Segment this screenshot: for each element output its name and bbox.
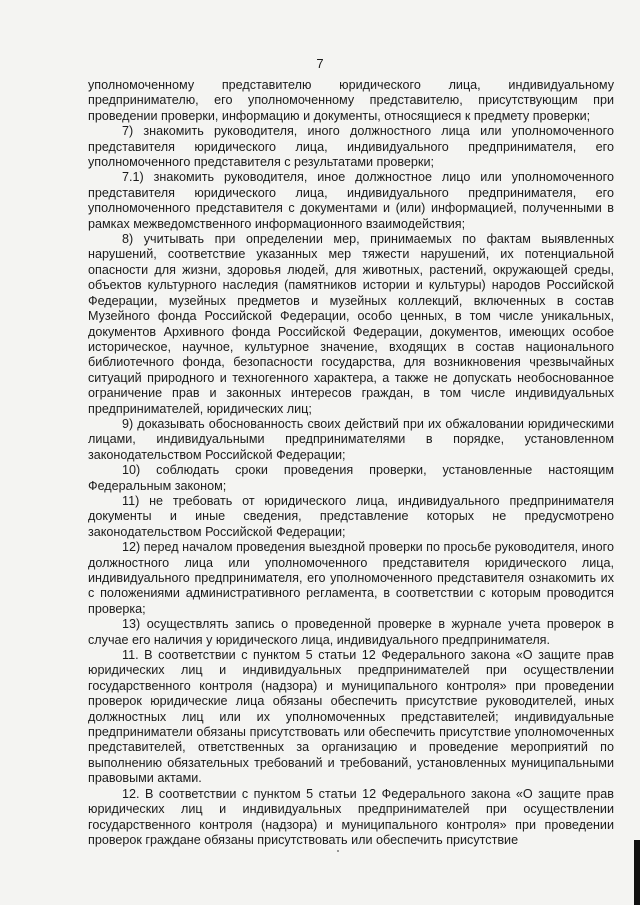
paragraph: 8) учитывать при определении мер, принимаемых по фактам выявленных нарушений, соответствие указанных мер тяжести нарушений, их потенциальной опасности для жизни, здоровья людей, для животных, растений, окружающей среды, объектов культурного наследия (памятников истории и культуры) народов Российской Федерации, музейных предметов и музейных коллекций, включенных в состав Музейного фонда Российской Федерации, особо ценных, в том числе уникальных, документов Архивного фонда Российской Федерации, документов, имеющих особое историческое, научное, культурное значение, входящих в состав национального библиотечного фонда, безопасности государства, для возникновения чрезвычайных ситуаций природного и техногенного характера, а также не допускать необоснованное ограничение прав и законных интересов граждан, в том числе индивидуальных предпринимателей, юридических лиц; xyxy=(88,232,614,416)
paragraph: 7) знакомить руководителя, иного должностного лица или уполномоченного представителя юридического лица, индивидуального предпринимателя, его уполномоченного представителя с результатами проверки; xyxy=(88,124,614,170)
paragraph: 11) не требовать от юридического лица, индивидуального предпринимателя документы и иные сведения, представление которых не предусмотрено законодательством Российской Федерации; xyxy=(88,493,614,539)
document-body xyxy=(88,78,614,848)
paragraph: 12) перед началом проведения выездной проверки по просьбе руководителя, иного должностного лица или уполномоченного представителя юридического лица, индивидуального предпринимателя, его уполномоченного представителя ознакомить их с положениями административного регламента, в соответствии с которым проводится проверка; xyxy=(88,540,614,616)
paragraph: 11. В соответствии с пунктом 5 статьи 12 Федерального закона «О защите прав юридических лиц и индивидуальных предпринимателей при осуществлении государственного контроля (надзора) и муниципального контроля» при проведении проверок юридические лица обязаны обеспечить присутствие руководителей, иных должностных лиц или их уполномоченных представителей; индивидуальные предприниматели обязаны присутствовать или обеспечить присутствие уполномоченных представителей, ответственных за организацию и проведение мероприятий по выполнению обязательных требований и требований, установленных муниципальными правовыми актами. xyxy=(88,648,614,786)
scan-speck xyxy=(337,850,339,852)
paragraph: 7.1) знакомить руководителя, иное должностное лицо или уполномоченного представителя юридического лица, индивидуального предпринимателя, его уполномоченного представителя с документами и (или) информацией, полученными в рамках межведомственного информационного взаимодействия; xyxy=(88,170,614,231)
paragraph: 12. В соответствии с пунктом 5 статьи 12 Федерального закона «О защите прав юридических лиц и индивидуальных предпринимателей при осуществлении государственного контроля (надзора) и муниципального контроля» при проведении проверок граждане обязаны присутствовать или обеспечить присутствие xyxy=(88,786,614,847)
page-number: 7 xyxy=(316,56,324,71)
paragraph: уполномоченному представителю юридического лица, индивидуальному предпринимателю, его уполномоченному представителю, присутствующим при проведении проверки, информацию и документы, относящиеся к предмету проверки; xyxy=(88,78,614,123)
paragraph: 13) осуществлять запись о проведенной проверке в журнале учета проверок в случае его наличия у юридического лица, индивидуального предпринимателя. xyxy=(88,617,614,647)
scan-edge-shadow xyxy=(634,840,640,905)
paragraph: 9) доказывать обоснованность своих действий при их обжаловании юридическими лицами, индивидуальными предпринимателями в порядке, установленном законодательством Российской Федерации; xyxy=(88,416,614,462)
paragraph: 10) соблюдать сроки проведения проверки, установленные настоящим Федеральным законом; xyxy=(88,463,614,493)
